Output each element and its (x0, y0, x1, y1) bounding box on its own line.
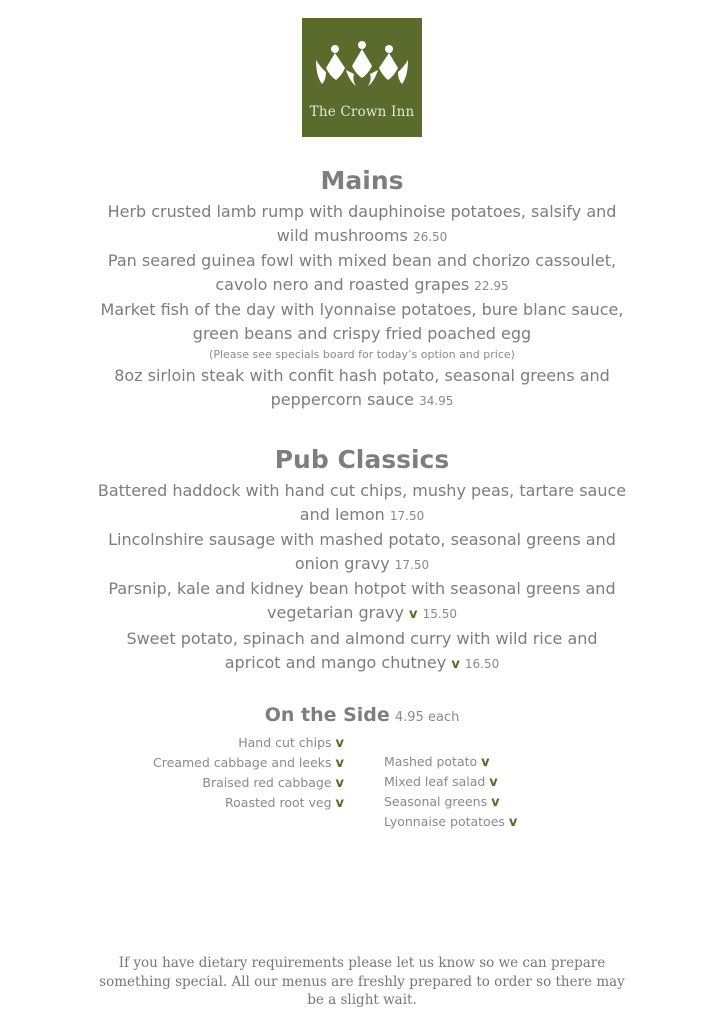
side-item (153, 773, 344, 793)
menu-item (0, 627, 724, 677)
footer-line: If you have dietary requirements please let us know so we can prepare (118, 955, 606, 971)
side-item (384, 752, 517, 772)
menu-item (0, 200, 724, 249)
item-price: 34.95 (419, 394, 454, 408)
vegetarian-marker: v (481, 755, 490, 770)
item-text: apricot and mango chutney (224, 653, 447, 672)
side-item (384, 792, 517, 812)
menu-item (0, 479, 724, 528)
side-item (384, 812, 517, 832)
item-line (0, 273, 724, 298)
vegetarian-marker: v (335, 776, 344, 791)
item-line (0, 503, 724, 528)
item-text: cavolo nero and roasted grapes (215, 275, 470, 294)
item-price: 26.50 (412, 230, 448, 244)
side-item-text: Creamed cabbage and leeks (153, 755, 332, 770)
item-price: 17.50 (394, 558, 430, 572)
mains-heading: Mains (320, 166, 404, 195)
side-item (384, 772, 517, 792)
side-item-text: Roasted root veg (225, 795, 332, 810)
sides-heading: On the Side (264, 704, 390, 726)
footer-line: something special. All our menus are freshly prepared to order so there may (99, 973, 625, 990)
item-line: Market fish of the day with lyonnaise potatoes, bure blanc sauce, (100, 300, 624, 319)
side-item-text: Lyonnaise potatoes (384, 814, 505, 829)
vegetarian-marker: v (491, 795, 500, 810)
item-text: and lemon (299, 505, 385, 524)
side-item-text: Seasonal greens (384, 794, 488, 809)
sides-right-list (384, 752, 517, 832)
menu-item (0, 577, 724, 627)
mains-section (0, 162, 724, 413)
vegetarian-marker: v (335, 736, 344, 751)
item-price: 22.95 (474, 279, 509, 293)
menu-item (0, 528, 724, 577)
vegetarian-marker: v (508, 815, 518, 830)
classics-section (0, 441, 724, 677)
crown-inn-logo (302, 18, 422, 137)
item-line: Parsnip, kale and kidney bean hotpot with seasonal greens and (108, 579, 616, 598)
item-price: 16.50 (464, 657, 500, 671)
crown-icon (312, 40, 412, 96)
item-text: peppercorn sauce (270, 390, 414, 409)
menu-item (0, 298, 724, 364)
side-item-text: Mashed potato (384, 754, 478, 769)
item-note: (Please see specials board for today’s option and price) (209, 348, 515, 361)
item-line: Battered haddock with hand cut chips, mushy peas, tartare sauce (97, 481, 627, 500)
item-text: onion gravy (294, 554, 390, 573)
side-item-text: Hand cut chips (238, 735, 332, 750)
logo-text: The Crown Inn (309, 104, 415, 120)
item-line (0, 601, 724, 627)
sides-price: 4.95 each (394, 710, 460, 725)
sides-left-list (153, 733, 344, 813)
item-line: 8oz sirloin steak with confit hash potato, seasonal greens and (114, 366, 610, 385)
item-line (0, 651, 724, 677)
side-item (153, 793, 344, 813)
side-item (153, 753, 344, 773)
item-price: 15.50 (422, 607, 457, 621)
side-item (153, 733, 344, 753)
menu-item (0, 249, 724, 298)
vegetarian-marker: v (335, 756, 344, 771)
item-line (0, 552, 724, 577)
classics-heading: Pub Classics (274, 445, 450, 474)
item-line (0, 224, 724, 249)
item-text: wild mushrooms (276, 226, 408, 245)
menu-item (0, 364, 724, 413)
sides-heading-row (0, 704, 724, 726)
item-line (0, 388, 724, 413)
item-line: green beans and crispy fried poached egg (192, 324, 532, 343)
vegetarian-marker: v (451, 657, 460, 672)
item-line: Lincolnshire sausage with mashed potato, seasonal greens and (108, 530, 616, 549)
side-item-text: Braised red cabbage (202, 775, 332, 790)
item-price: 17.50 (389, 509, 425, 523)
vegetarian-marker: v (335, 796, 344, 811)
item-text: vegetarian gravy (267, 603, 404, 622)
vegetarian-marker: v (409, 607, 418, 622)
item-line: Sweet potato, spinach and almond curry with wild rice and (126, 629, 598, 648)
side-item-text: Mixed leaf salad (384, 774, 486, 789)
vegetarian-marker: v (489, 775, 498, 790)
footer-line: be a slight wait. (307, 992, 417, 1008)
dietary-note (80, 954, 644, 1010)
item-line: Herb crusted lamb rump with dauphinoise potatoes, salsify and (107, 202, 617, 221)
item-line: Pan seared guinea fowl with mixed bean and chorizo cassoulet, (107, 251, 617, 270)
